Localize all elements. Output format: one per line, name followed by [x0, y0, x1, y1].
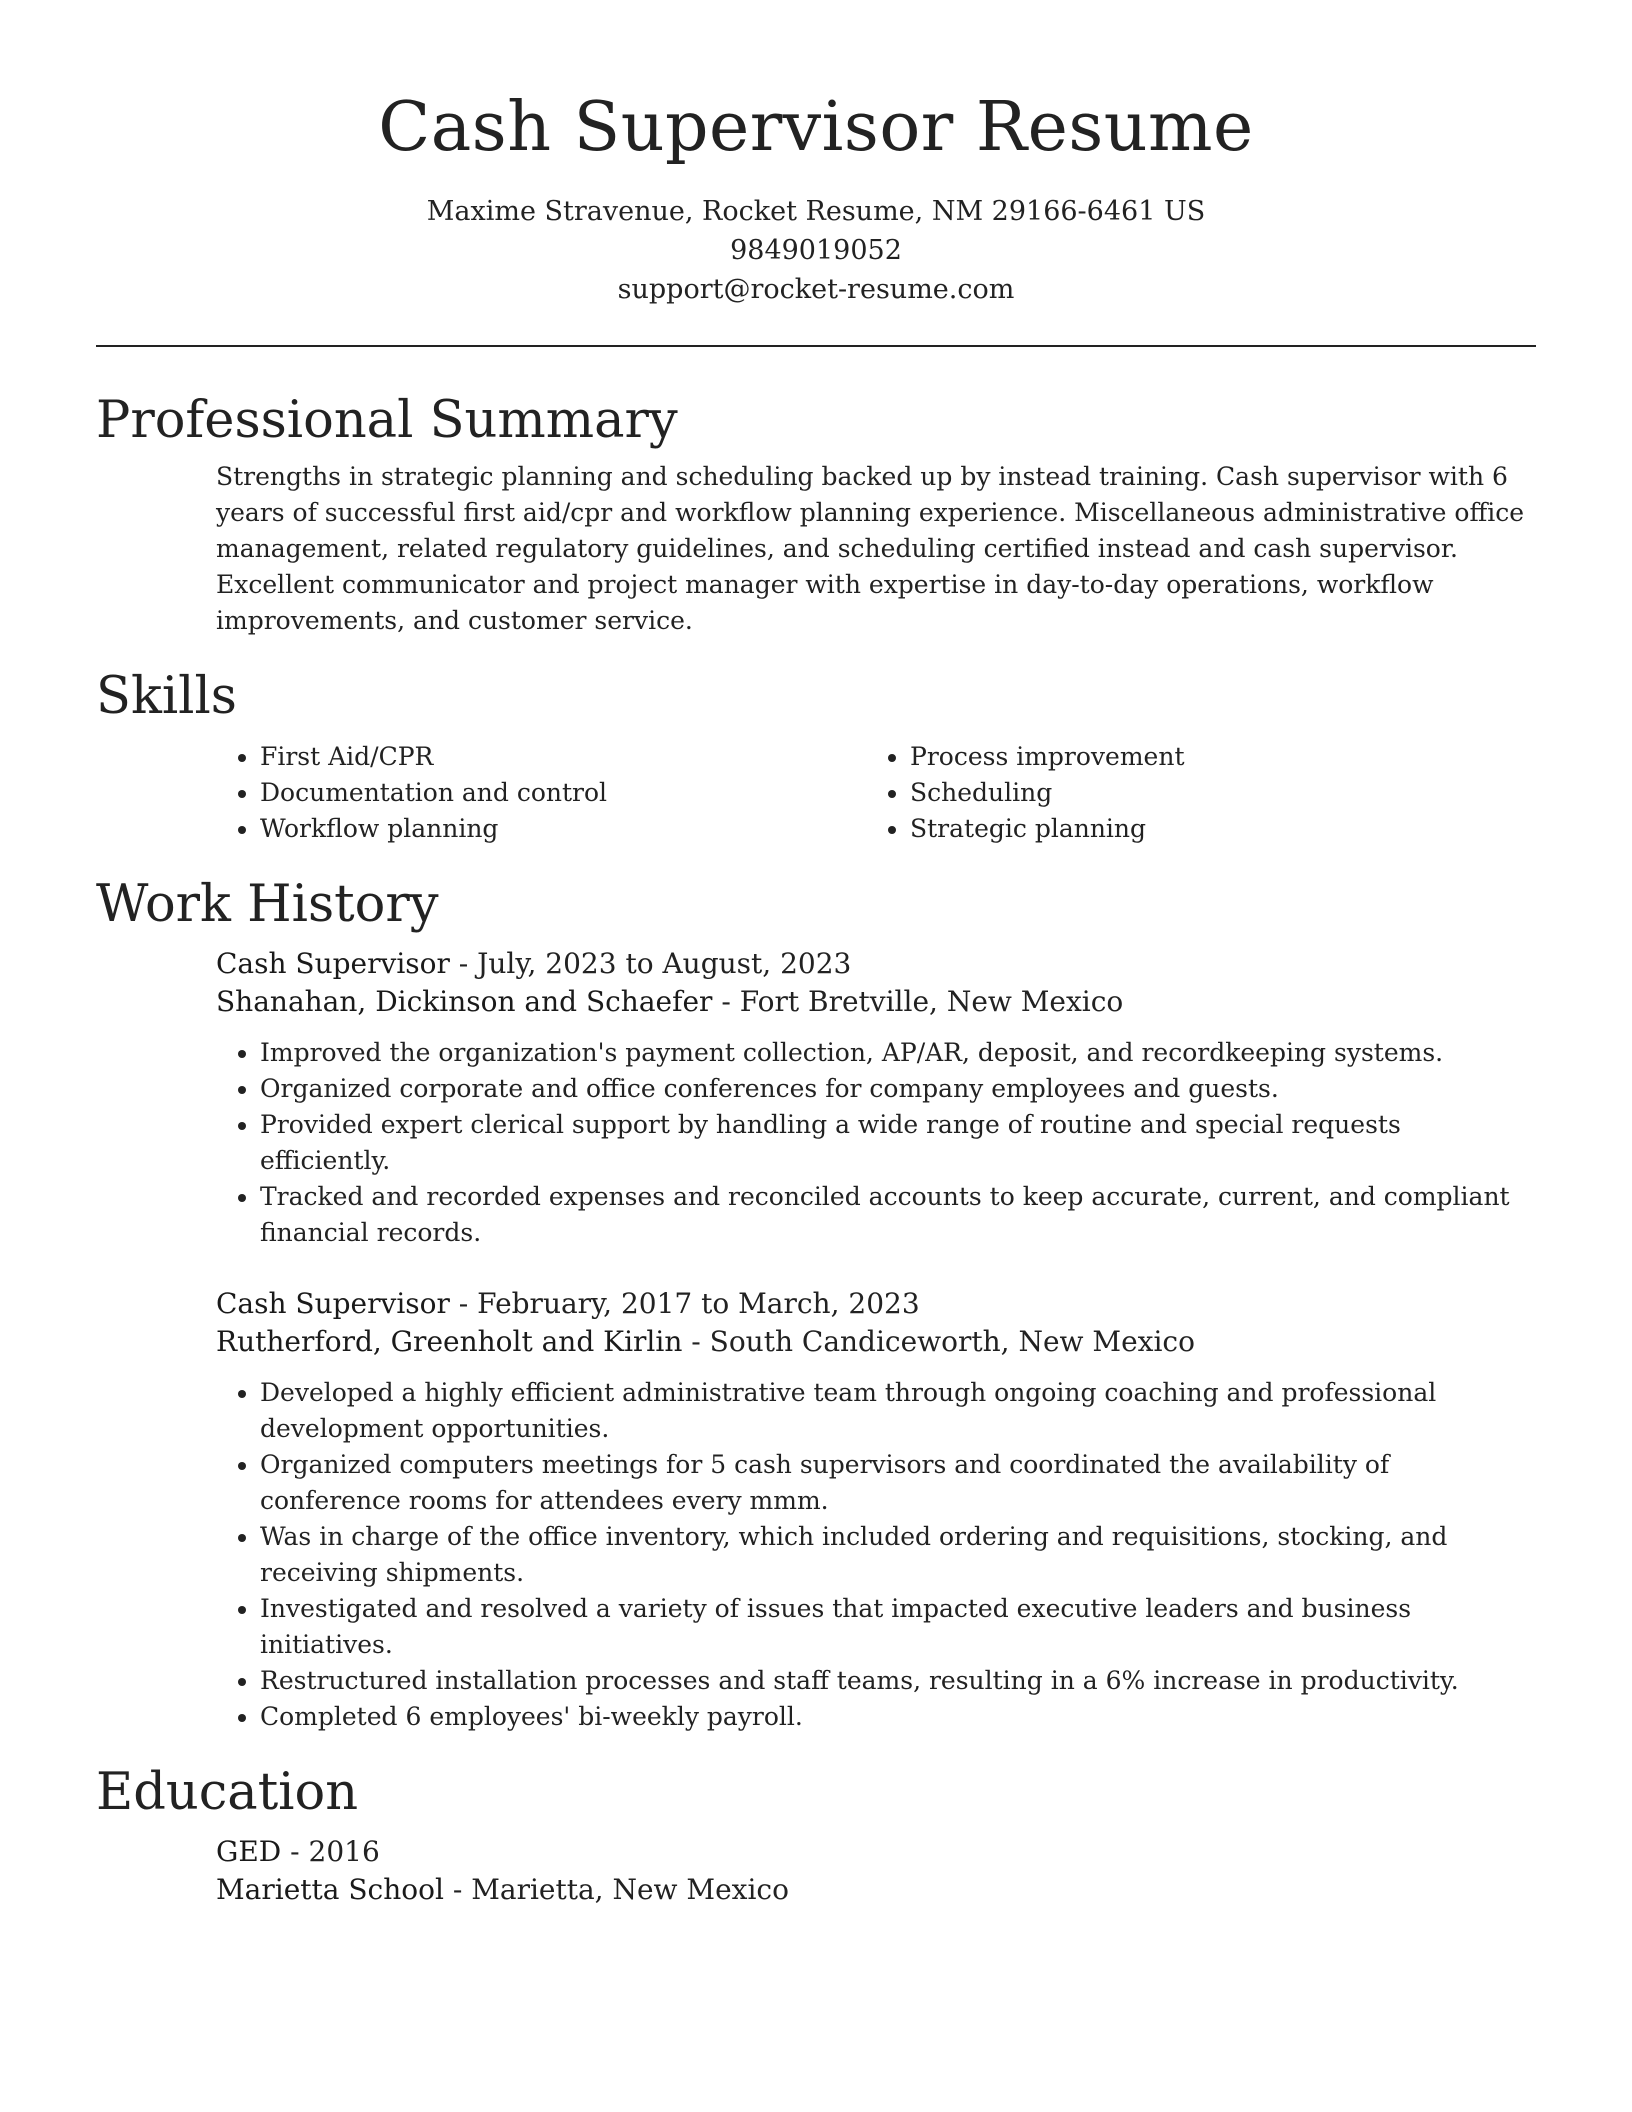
summary-heading: Professional Summary	[96, 391, 678, 450]
contact-phone: 9849019052	[730, 235, 902, 266]
education-year: - 2016	[281, 1835, 380, 1868]
skill-item: • Workflow planning	[260, 811, 866, 847]
skill-item: • Scheduling	[910, 775, 1516, 811]
education-degree: GED	[216, 1835, 282, 1868]
education-school: Marietta School	[216, 1873, 444, 1906]
education-entry	[216, 1833, 1536, 1909]
job-bullet: • Was in charge of the office inventory, which included ordering and requisitions, stocking, and receiving shipments.	[260, 1519, 1536, 1591]
skill-item: • Strategic planning	[910, 811, 1516, 847]
contact-block	[96, 192, 1536, 309]
job-bullet: • Completed 6 employees' bi-weekly payroll.	[260, 1699, 1536, 1735]
job-bullet: • Organized corporate and office conferences for company employees and guests.	[260, 1071, 1536, 1107]
education-heading: Education	[96, 1763, 359, 1822]
job-bullet: • Restructured installation processes and staff teams, resulting in a 6% increase in productivity.	[260, 1663, 1536, 1699]
skill-item: • First Aid/CPR	[260, 739, 866, 775]
skills-grid	[216, 739, 1536, 847]
job-location: - Fort Bretville, New Mexico	[712, 985, 1124, 1018]
skills-section	[96, 665, 1536, 847]
job-bullets	[216, 1035, 1536, 1251]
skill-item: • Process improvement	[910, 739, 1516, 775]
job-bullet: • Investigated and resolved a variety of issues that impacted executive leaders and business initiatives.	[260, 1591, 1536, 1663]
skills-column-right	[866, 739, 1516, 847]
contact-address: Maxime Stravenue, Rocket Resume, NM 29166-6461 US	[426, 196, 1206, 227]
job-company: Rutherford, Greenholt and Kirlin	[216, 1325, 683, 1358]
job-bullet: • Tracked and recorded expenses and reconciled accounts to keep accurate, current, and compliant financial records.	[260, 1179, 1536, 1251]
education-section	[96, 1761, 1536, 1909]
job-dates: - February, 2017 to March, 2023	[449, 1287, 920, 1320]
job-company-line	[216, 983, 1536, 1021]
work-history-section	[96, 873, 1536, 1735]
job-company: Shanahan, Dickinson and Schaefer	[216, 985, 713, 1018]
job-title: Cash Supervisor	[216, 947, 450, 980]
job-title-line	[216, 1285, 1536, 1323]
contact-email: support@rocket-resume.com	[617, 274, 1015, 305]
education-degree-line	[216, 1833, 1536, 1871]
job-bullet: • Developed a highly efficient administrative team through ongoing coaching and professional development opportunities.	[260, 1375, 1536, 1447]
job-entry	[216, 1285, 1536, 1735]
header-divider	[96, 345, 1536, 347]
job-title: Cash Supervisor	[216, 1287, 450, 1320]
job-entry	[216, 945, 1536, 1251]
job-bullets	[216, 1375, 1536, 1735]
job-bullet: • Organized computers meetings for 5 cash supervisors and coordinated the availability of conference rooms for attendees every mmm.	[260, 1447, 1536, 1519]
resume-header	[96, 0, 1536, 309]
job-location: - South Candiceworth, New Mexico	[682, 1325, 1195, 1358]
job-bullet: • Improved the organization's payment collection, AP/AR, deposit, and recordkeeping systems.	[260, 1035, 1536, 1071]
job-title-line	[216, 945, 1536, 983]
job-company-line	[216, 1323, 1536, 1361]
work-history-heading: Work History	[96, 875, 439, 934]
resume-title: Cash Supervisor Resume	[378, 88, 1254, 167]
skills-column-left	[216, 739, 866, 847]
skills-heading: Skills	[96, 667, 237, 726]
summary-text: Strengths in strategic planning and scheduling backed up by instead training. Cash supervisor with 6 years of successful first aid/cpr and workflow planning experience. Miscellaneous administrative office management, related regulatory guidelines, and scheduling certified instead and cash supervisor. Excellent communicator and project manager with expertise in day-to-day operations, workflow improvements, and customer service.	[216, 462, 1525, 635]
summary-section	[96, 389, 1536, 639]
job-dates: - July, 2023 to August, 2023	[449, 947, 852, 980]
skill-item: • Documentation and control	[260, 775, 866, 811]
job-bullet: • Provided expert clerical support by handling a wide range of routine and special requests efficiently.	[260, 1107, 1536, 1179]
education-location: - Marietta, New Mexico	[443, 1873, 789, 1906]
education-school-line	[216, 1871, 1536, 1909]
